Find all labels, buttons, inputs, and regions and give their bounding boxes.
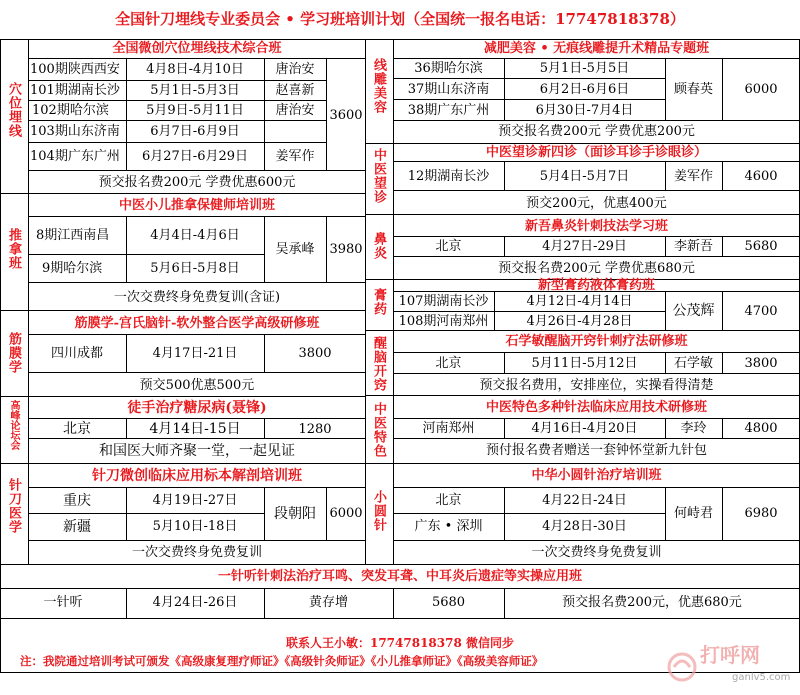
small-circle-location-2: 广东 • 深圳 xyxy=(414,519,483,534)
brain-teacher: 石学敏 xyxy=(673,356,713,371)
tcm-dates: 4月16日-4月20日 xyxy=(531,421,638,436)
needle-knife-location-2: 新疆 xyxy=(63,519,91,535)
acupoint-teacher-1: 唐治安 xyxy=(275,62,315,77)
small-circle-price: 6980 xyxy=(744,506,778,521)
diagnosis-side-label: 中医望诊 xyxy=(371,148,386,204)
bottom-title: 一针听针刺法治疗耳鸣、突发耳聋、中耳炎后遗症等实操应用班 xyxy=(217,569,582,584)
paste-side-label: 膏药 xyxy=(371,288,386,316)
diagnosis-title: 中医望诊新四诊（面诊耳诊手诊眼诊） xyxy=(485,145,707,160)
massage-title: 中医小儿推拿保健师培训班 xyxy=(118,198,275,213)
rhinitis-side-label: 鼻炎 xyxy=(371,232,386,260)
thread-beauty-dates-1: 5月1日-5月5日 xyxy=(539,61,630,76)
massage-session-1: 8期江西南昌 xyxy=(36,228,110,243)
rhinitis-title: 新吾鼻炎针刺技法学习班 xyxy=(524,219,668,234)
paste-title: 新型膏药液体膏药班 xyxy=(537,278,655,293)
acupoint-teacher-3: 唐治安 xyxy=(275,103,315,118)
thread-beauty-session-1: 36期哈尔滨 xyxy=(414,61,483,76)
acupoint-dates-1: 4月8日-4月10日 xyxy=(146,62,244,77)
massage-teacher: 吴承峰 xyxy=(275,242,315,257)
needle-knife-side-label: 针刀医学 xyxy=(6,478,21,534)
forum-note: 和国医大师齐聚一堂，一起见证 xyxy=(99,443,295,459)
contact-line: 联系人王小敏：17747818378 微信同步 xyxy=(285,636,515,650)
small-circle-teacher: 何峙君 xyxy=(673,506,713,521)
small-circle-note: 一次交费终身免费复训 xyxy=(531,545,662,560)
tcm-title: 中医特色多种针法临床应用技术研修班 xyxy=(485,400,707,415)
paste-price: 4700 xyxy=(744,304,778,319)
brain-price: 3800 xyxy=(744,356,778,371)
brain-note: 预交报名费用，安排座位，实操看得清楚 xyxy=(479,378,714,393)
tcm-price: 4800 xyxy=(744,421,778,436)
rhinitis-location: 北京 xyxy=(435,239,462,254)
diagnosis-dates: 5月4日-5月7日 xyxy=(539,169,630,184)
massage-side-label: 推拿班 xyxy=(6,228,21,270)
small-circle-title: 中华小圆针治疗培训班 xyxy=(531,468,662,483)
tcm-side-label: 中医特色 xyxy=(371,402,386,458)
forum-side-label: 高峰论坛会 xyxy=(8,400,19,450)
paste-dates-1: 4月12日-4月14日 xyxy=(526,294,633,309)
acupoint-session-1: 100期陕西西安 xyxy=(30,62,120,77)
rhinitis-price: 5680 xyxy=(744,239,778,254)
thread-beauty-session-2: 37期山东济南 xyxy=(407,82,490,97)
page-title: 全国针刀埋线专业委员会 • 学习班培训计划（全国统一报名电话：17747818378） xyxy=(115,10,685,28)
paste-session-1: 107期湖南长沙 xyxy=(398,294,489,309)
bottom-dates: 4月24日-26日 xyxy=(152,595,238,610)
certificate-notice: 注：我院通过培训考试可颁发《高级康复理疗师证》《高级针灸师证》《小儿推拿师证》《高级美容师证》 xyxy=(20,654,544,668)
diagnosis-session: 12期湖南长沙 xyxy=(407,169,490,184)
thread-beauty-side-label: 线雕美容 xyxy=(371,58,386,114)
fascia-title: 筋膜学-宫氏脑针-软外整合医学高级研修班 xyxy=(74,316,320,331)
diagnosis-teacher: 姜军作 xyxy=(673,169,713,184)
acupoint-note: 预交报名费200元 学费优惠600元 xyxy=(98,175,296,190)
acupoint-session-5: 104期广东广州 xyxy=(30,149,120,164)
needle-knife-teacher: 段朝阳 xyxy=(274,506,316,522)
site-watermark xyxy=(662,637,800,691)
fascia-dates: 4月17日-21日 xyxy=(152,346,238,361)
small-circle-location-1: 北京 xyxy=(435,493,462,508)
watermark-url: ganlv5.com xyxy=(732,672,791,683)
acupoint-session-3: 102期哈尔滨 xyxy=(32,103,109,118)
fascia-price: 3800 xyxy=(298,346,332,361)
small-circle-dates-2: 4月28日-30日 xyxy=(542,519,627,534)
paste-dates-2: 4月26日-4月28日 xyxy=(526,314,633,329)
brain-location: 北京 xyxy=(435,356,462,371)
paste-teacher: 公茂辉 xyxy=(672,303,715,319)
thread-beauty-note: 预交报名费200元 学费优惠200元 xyxy=(498,124,695,139)
acupoint-teacher-2: 赵喜新 xyxy=(275,83,315,98)
needle-knife-note: 一次交费终身免费复训 xyxy=(131,545,262,560)
needle-knife-location-1: 重庆 xyxy=(63,493,91,509)
tcm-teacher: 李玲 xyxy=(680,421,707,436)
bottom-teacher: 黄存增 xyxy=(308,595,348,610)
massage-session-2: 9期哈尔滨 xyxy=(42,261,103,276)
forum-price: 1280 xyxy=(298,422,332,437)
paste-session-2: 108期河南郑州 xyxy=(398,314,489,329)
needle-knife-title: 针刀微创临床应用标本解剖培训班 xyxy=(92,468,302,484)
acupoint-dates-3: 5月9日-5月11日 xyxy=(146,103,244,118)
needle-knife-price: 6000 xyxy=(329,506,363,521)
bottom-note: 预交报名费200元，优惠680元 xyxy=(562,595,742,610)
fascia-note: 预交500优惠500元 xyxy=(139,378,255,393)
needle-knife-dates-2: 5月10日-18日 xyxy=(152,519,238,534)
bottom-price: 5680 xyxy=(431,595,466,610)
rhinitis-note: 预交报名费200元 学费优惠680元 xyxy=(498,261,695,276)
acupoint-dates-5: 6月27日-6月29日 xyxy=(141,149,249,164)
brain-title: 石学敏醒脑开窍针刺疗法研修班 xyxy=(505,334,688,349)
thread-beauty-session-3: 38期广东广州 xyxy=(407,103,490,118)
bottom-name: 一针听 xyxy=(43,595,83,610)
thread-beauty-dates-2: 6月2日-6月6日 xyxy=(539,82,630,97)
tcm-note: 预付报名费者赠送一套钟怀堂新九针包 xyxy=(485,443,707,458)
massage-price: 3980 xyxy=(329,242,363,257)
massage-note: 一次交费终身免费复训(含证) xyxy=(113,290,281,305)
diagnosis-note: 预交200元，优惠400元 xyxy=(526,196,667,211)
acupoint-session-4: 103期山东济南 xyxy=(30,124,120,139)
acupoint-dates-4: 6月7日-6月9日 xyxy=(150,124,240,139)
small-circle-dates-1: 4月22日-24日 xyxy=(542,493,627,508)
diagnosis-price: 4600 xyxy=(744,169,778,184)
rhinitis-dates: 4月27日-29日 xyxy=(542,239,627,254)
forum-dates: 4月14日-15日 xyxy=(149,421,241,437)
needle-knife-dates-1: 4月19日-27日 xyxy=(152,493,238,508)
massage-dates-2: 5月6日-5月8日 xyxy=(150,261,240,276)
rhinitis-teacher: 李新吾 xyxy=(673,239,713,254)
acupoint-price: 3600 xyxy=(329,108,363,123)
thread-beauty-dates-3: 6月30日-7月4日 xyxy=(535,103,634,118)
tcm-location: 河南郑州 xyxy=(422,421,475,436)
massage-dates-1: 4月4日-4月6日 xyxy=(150,228,240,243)
thread-beauty-price: 6000 xyxy=(744,82,778,97)
acupoint-side-label: 穴位埋线 xyxy=(6,82,21,138)
thread-beauty-teacher: 顾春英 xyxy=(673,82,713,97)
forum-title: 徒手治疗糖尿病(聂锋) xyxy=(127,400,267,416)
acupoint-title: 全国微创穴位埋线技术综合班 xyxy=(112,41,282,56)
acupoint-dates-2: 5月1日-5月3日 xyxy=(150,83,240,98)
small-circle-side-label: 小圆针 xyxy=(371,490,386,532)
fascia-location: 四川成都 xyxy=(50,346,103,361)
forum-location: 北京 xyxy=(63,421,91,437)
thread-beauty-title: 减肥美容 • 无痕线雕提升术精品专题班 xyxy=(483,41,710,56)
brain-dates: 5月11日-5月12日 xyxy=(531,356,638,371)
acupoint-session-2: 101期湖南长沙 xyxy=(30,83,120,98)
brain-side-label: 醒脑开窍 xyxy=(371,336,386,392)
watermark-brand: 打呼网 xyxy=(700,643,760,667)
acupoint-teacher-5: 姜军作 xyxy=(275,149,315,164)
fascia-side-label: 筋膜学 xyxy=(6,332,21,374)
